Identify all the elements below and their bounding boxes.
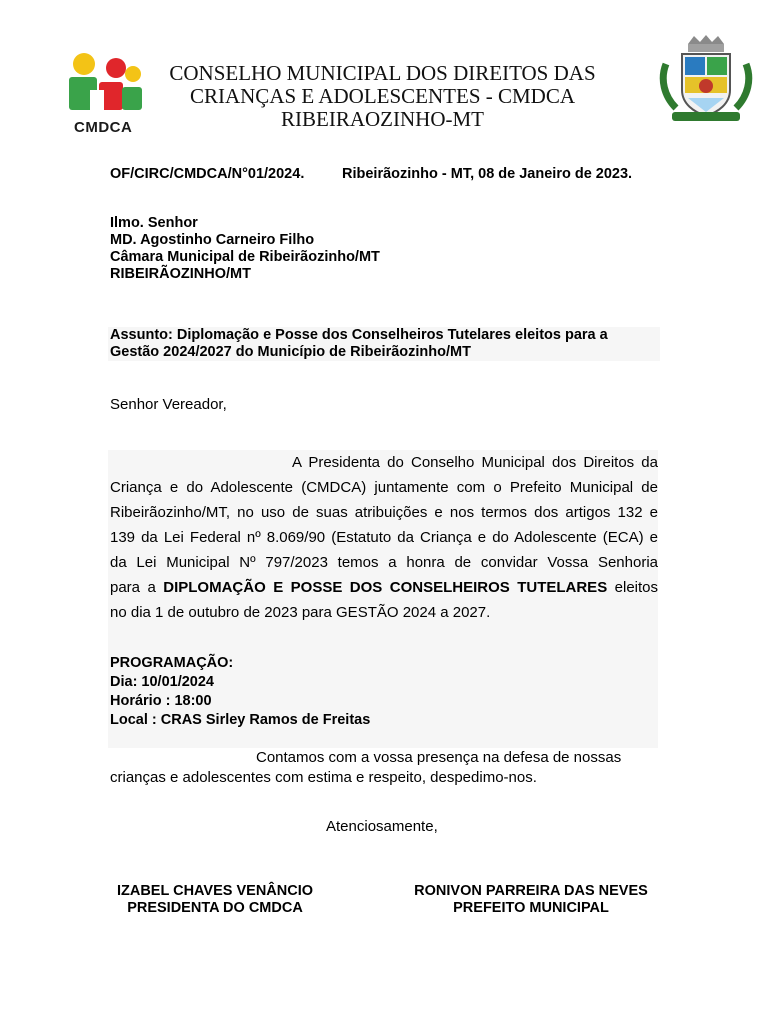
cmdca-logo [66,52,148,136]
body-line [110,575,658,600]
signature-left [105,883,325,917]
body-text: para a [110,579,164,596]
body-line: A Presidenta do Conselho Municipal dos Direitos da [292,454,658,471]
regards: Atenciosamente, [326,818,438,835]
subject-line: Assunto: Diplomação e Posse dos Conselheiros Tutelares eleitos para a [110,327,608,343]
recipient-line: Câmara Municipal de Ribeirãozinho/MT [110,249,380,265]
header-title-line-2: CRIANÇAS E ADOLESCENTES - CMDCA [189,84,576,108]
body-line: da Lei Municipal Nº 797/2023 temos a honra de convidar Vossa Senhoria [110,554,658,571]
program-block [110,654,370,730]
program-heading: PROGRAMAÇÃO: [110,655,234,671]
coat-of-arms-emblem [658,34,754,124]
program-time: Horário : 18:00 [110,693,212,709]
signatory-role: PRESIDENTA DO CMDCA [127,900,303,916]
program-date: Dia: 10/01/2024 [110,674,214,690]
closing-line-2: crianças e adolescentes com estima e respeito, despedimo-nos. [110,769,537,786]
cmdca-logo-text: CMDCA [74,119,133,136]
body-line: Ribeirãozinho/MT, no uso de suas atribuições e nos termos dos artigos 132 e [110,504,658,521]
recipient-line: RIBEIRÃOZINHO/MT [110,266,251,282]
document-number: OF/CIRC/CMDCA/N°01/2024. [110,166,305,182]
header-title-line-1: CONSELHO MUNICIPAL DOS DIREITOS DAS [169,61,596,85]
header-title [150,62,615,131]
place-date: Ribeirãozinho - MT, 08 de Janeiro de 2023. [342,166,633,182]
cmdca-logo-figures [66,52,148,114]
signatory-name: IZABEL CHAVES VENÂNCIO [116,883,314,899]
recipient-line: Ilmo. Senhor [110,215,198,231]
body-text: eleitos [607,579,659,596]
header-title-line-3: RIBEIRAOZINHO-MT [281,107,484,131]
closing-line-1: Contamos com a vossa presença na defesa de nossas [256,749,622,766]
body-line: no dia 1 de outubro de 2023 para GESTÃO 2024 a 2027. [110,604,491,621]
body-line: Criança e do Adolescente (CMDCA) juntamente com o Prefeito Municipal de [110,479,658,496]
body-line: 139 da Lei Federal nº 8.069/90 (Estatuto da Criança e do Adolescente (ECA) e [110,529,658,546]
body-paragraph [110,450,658,625]
signature-right [400,883,662,917]
signatory-name: RONIVON PARREIRA DAS NEVES [414,883,648,899]
subject-block [108,327,660,361]
recipient-block [110,215,380,283]
recipient-line: MD. Agostinho Carneiro Filho [110,232,315,248]
signatory-role: PREFEITO MUNICIPAL [453,900,609,916]
salutation: Senhor Vereador, [110,396,227,413]
event-name: DIPLOMAÇÃO E POSSE DOS CONSELHEIROS TUTELARES [163,579,608,596]
program-location: Local : CRAS Sirley Ramos de Freitas [110,712,371,728]
subject-line: Gestão 2024/2027 do Município de Ribeirãozinho/MT [110,344,471,360]
